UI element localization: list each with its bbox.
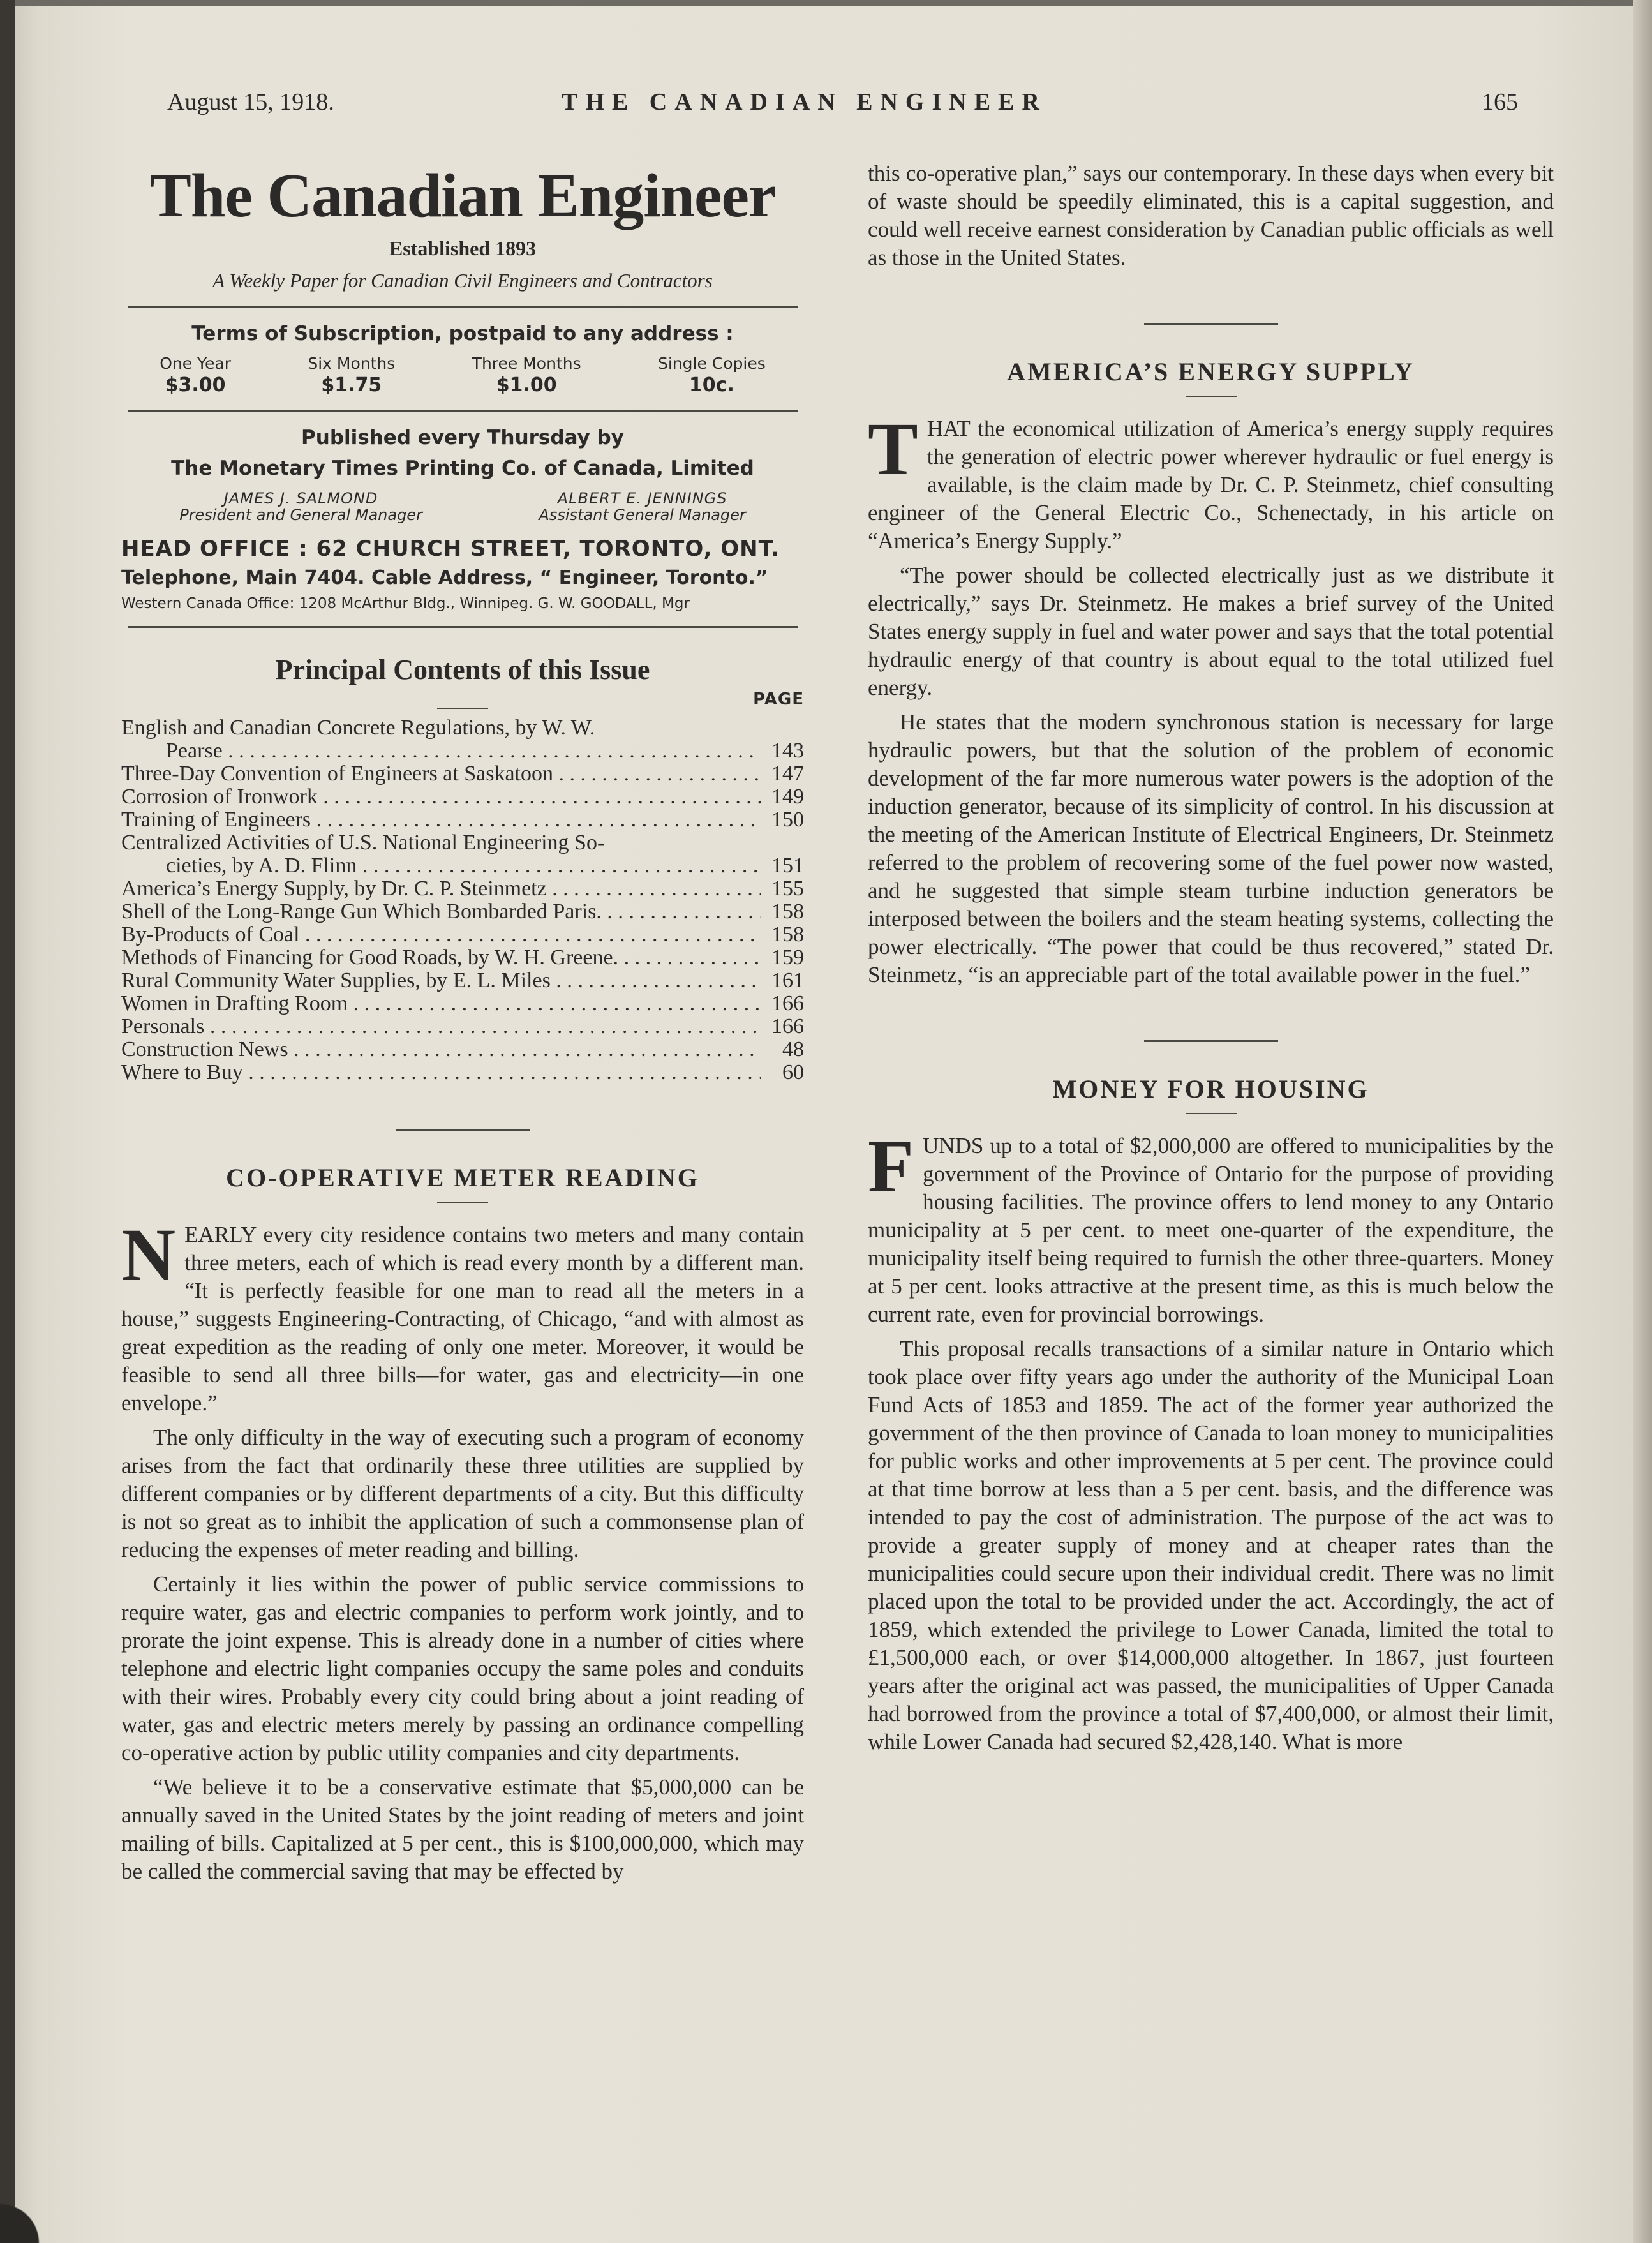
list-item xyxy=(121,717,804,740)
drop-cap: N xyxy=(121,1213,176,1297)
article-body xyxy=(868,1124,1554,1756)
paragraph-text: UNDS up to a total of $2,000,000 are offered to municipalities by the government of the Province of Ontario for the purpose of providing housing facilities. The province offers to lend money to any Ontario municipality at 5 per cent. to meet one-quarter of the expenditure, the municipality itself being required to furnish the other three-quarters. Money at 5 per cent. looks attractive at the present time, as this is much below the current rate, even for provincial borrowings. xyxy=(868,1133,1554,1327)
section-separator xyxy=(1144,1040,1278,1042)
list-item xyxy=(121,809,804,831)
journal-running-title: THE CANADIAN ENGINEER xyxy=(562,89,1047,116)
left-column xyxy=(121,160,804,1886)
paragraph xyxy=(121,1213,804,1417)
telephone-line: Telephone, Main 7404. Cable Address, “ Engineer, Toronto.” xyxy=(121,567,768,589)
officer-name: JAMES J. SALMOND xyxy=(223,489,378,507)
term-six-months xyxy=(308,354,395,396)
toc-title: Three-Day Convention of Engineers at Saskatoon . . . xyxy=(121,763,761,786)
list-item xyxy=(121,923,804,946)
toc-page: 158 xyxy=(771,923,804,946)
toc-title: Pearse . . . xyxy=(121,740,761,763)
paragraph xyxy=(868,1124,1554,1329)
article-heading: MONEY FOR HOUSING xyxy=(1052,1075,1369,1103)
section-separator xyxy=(1144,323,1278,325)
paragraph: He states that the modern synchronous station is necessary for large hydraulic powers, but that the solution of the problem of economic development of the far more numerous water powers is the adoption of the induction generator, because of its simplicity of control. In his discussion at the meeting of the American Institute of Electrical Engineers, Dr. Steinmetz referred to the problem of recovering some of the fuel power now wasted, and he suggested that simple steam turbine induction generators be interposed between the boilers and the steam heating systems, collecting the power electrically. “The power that could be thus recovered,” stated Dr. Steinmetz, “is an appreciable part of the total available power in the fuel.” xyxy=(868,710,1554,987)
contents-list xyxy=(121,717,804,1084)
list-item xyxy=(121,786,804,809)
short-rule xyxy=(1186,1113,1237,1114)
toc-title: Rural Community Water Supplies, by E. L. Miles . . . xyxy=(121,969,761,992)
article-body xyxy=(121,1213,804,1886)
toc-page: 150 xyxy=(771,808,804,831)
term-price: 10c. xyxy=(688,374,734,396)
masthead xyxy=(121,160,804,628)
toc-page: 166 xyxy=(771,1015,804,1038)
list-item xyxy=(121,969,804,992)
article-energy-supply xyxy=(868,357,1554,989)
page-corner-shadow xyxy=(0,2166,77,2243)
paragraph-continued: this co-operative plan,” says our contemporary. In these days when every bit of waste should be speedily eliminated, this is a capital suggestion, and could well receive earnest consideration by Canadian public officials as well as those in the United States. xyxy=(868,161,1554,270)
short-rule xyxy=(437,708,488,709)
list-item xyxy=(121,992,804,1015)
publisher-name: The Monetary Times Printing Co. of Canada, Limited xyxy=(171,457,754,480)
toc-title: English and Canadian Concrete Regulations, by W. W. xyxy=(121,717,595,740)
toc-title: America’s Energy Supply, by Dr. C. P. Steinmetz . . . xyxy=(121,877,761,900)
toc-title: Women in Drafting Room . . . xyxy=(121,992,761,1015)
established-line: Established 1893 xyxy=(389,237,537,260)
subscription-terms xyxy=(121,354,804,396)
officer-president xyxy=(179,490,422,523)
term-price: $3.00 xyxy=(165,374,226,396)
list-item xyxy=(121,763,804,786)
paragraph: “The power should be collected electrically just as we distribute it electrically,” says Dr. Steinmetz. He makes a brief survey of the United States energy supply in fuel and water power and says that the total potential hydraulic energy of that country is about equal to the total utilized fuel energy. xyxy=(868,563,1554,700)
list-item xyxy=(121,1015,804,1038)
list-item xyxy=(121,1061,804,1084)
toc-page: 159 xyxy=(771,946,804,969)
paragraph: The only difficulty in the way of executing such a program of economy arises from the fact that ordinarily these three utilities are supplied by different companies or by different departments of a city. But this difficulty is not so great as to inhibit the application of such a commonsense plan of reducing the expenses of meter reading and billing. xyxy=(121,1425,804,1562)
list-item xyxy=(121,831,804,854)
term-price: $1.75 xyxy=(321,374,382,396)
article-heading: CO-OPERATIVE METER READING xyxy=(226,1163,699,1192)
toc-title: Centralized Activities of U.S. National Engineering So- xyxy=(121,831,605,854)
binding-shadow xyxy=(0,0,15,2243)
list-item xyxy=(121,900,804,923)
short-rule xyxy=(1186,396,1237,397)
toc-page: 149 xyxy=(771,785,804,809)
toc-title: Training of Engineers . . . xyxy=(121,809,761,831)
article-money-housing xyxy=(868,1074,1554,1756)
divider xyxy=(128,306,798,308)
article-meter-reading xyxy=(121,1163,804,1886)
term-one-year xyxy=(160,354,231,396)
toc-title: Where to Buy . . . xyxy=(121,1061,761,1084)
list-item-continuation xyxy=(121,854,804,877)
head-office-address: HEAD OFFICE : 62 CHURCH STREET, TORONTO, ONT. xyxy=(121,536,780,562)
toc-page: 147 xyxy=(771,762,804,786)
paragraph-text: EARLY every city residence contains two meters and many contain three meters, each of which is read every month by a different man. “It is perfectly feasible for one man to read all the meters in a house,” suggests Engineering-Contracting, of Chicago, “and with almost as great expedition as the reading of only one meter. Moreover, it would be feasible to send all three bills—for water, gas and electricity—in one envelope.” xyxy=(121,1222,804,1415)
divider xyxy=(128,626,798,628)
term-three-months xyxy=(472,354,581,396)
toc-page: 161 xyxy=(771,969,804,992)
toc-title: cieties, by A. D. Flinn . . . xyxy=(121,854,761,877)
short-rule xyxy=(437,1202,488,1203)
contents-heading: Principal Contents of this Issue xyxy=(275,654,650,685)
paragraph xyxy=(868,407,1554,555)
toc-page: 158 xyxy=(771,900,804,923)
toc-title: Personals . . . xyxy=(121,1015,761,1038)
western-office-line: Western Canada Office: 1208 McArthur Bldg., Winnipeg. G. W. GOODALL, Mgr xyxy=(121,595,690,612)
toc-page: 48 xyxy=(782,1038,804,1061)
page-top-edge xyxy=(0,0,1652,6)
page-right-edge xyxy=(1633,0,1652,2243)
divider xyxy=(128,410,798,412)
article-heading: AMERICA’S ENERGY SUPPLY xyxy=(1007,357,1415,386)
list-item xyxy=(121,946,804,969)
term-label: One Year xyxy=(160,354,231,373)
right-column xyxy=(868,160,1554,1756)
published-line: Published every Thursday by xyxy=(301,426,624,449)
term-single-copies xyxy=(658,354,766,396)
toc-page: 60 xyxy=(782,1061,804,1084)
toc-title: Methods of Financing for Good Roads, by W. H. Greene. . . . xyxy=(121,946,761,969)
officers xyxy=(121,490,804,523)
drop-cap: F xyxy=(868,1124,914,1208)
paragraph: This proposal recalls transactions of a similar nature in Ontario which took place over fifty years ago under the authority of the Municipal Loan Fund Acts of 1853 and 1859. The act of the former year authorized the government of the then province of Canada to loan money to municipalities for public works and other improvements at 5 per cent. The province could at that time borrow at less than a 5 per cent. basis, and the difference was intended to pay the cost of administration. The purpose of the act was to provide a greater supply of money and at cheaper rates than the municipalities could secure upon their individual credit. There was no limit placed upon the total to be provided under the act. Accordingly, the act of 1859, which extended the privilege to Lower Canada, limited the total to £1,500,000 each, or over $14,000,000 altogether. In 1867, just fourteen years after the original act was passed, the municipalities of Upper Canada had borrowed from the province a total of $7,400,000, or almost their limit, while Lower Canada had secured $2,428,140. What is more xyxy=(868,1336,1554,1754)
paragraph: “We believe it to be a conservative estimate that $5,000,000 can be annually saved in the United States by the joint reading of meters and joint mailing of bills. Capitalized at 5 per cent., this is $100,000,000, which may be called the commercial saving that may be effected by xyxy=(121,1775,804,1884)
paragraph-text: HAT the economical utilization of America’s energy supply requires the generation of electric power wherever hydraulic or fuel energy is available, is the claim made by Dr. C. P. Steinmetz, chief consulting engineer of the General Electric Co., Schenectady, in his article on “America’s Energy Supply.” xyxy=(868,416,1554,553)
officer-assistant xyxy=(539,490,745,523)
drop-cap: T xyxy=(868,407,918,491)
officer-title: President and General Manager xyxy=(179,506,422,524)
section-separator xyxy=(396,1129,530,1131)
page-column-label: PAGE xyxy=(753,690,804,709)
toc-page: 143 xyxy=(771,739,804,763)
page-number: 165 xyxy=(1482,89,1518,116)
list-item xyxy=(121,877,804,900)
toc-page: 151 xyxy=(771,854,804,877)
paragraph: Certainly it lies within the power of public service commissions to require water, gas and electric companies to perform work jointly, and to prorate the joint expense. This is already done in a number of cities where telephone and electric light companies occupy the same poles and conduits with their wires. Probably every city could bring about a joint reading of water, gas and electric meters merely by passing an ordinance compelling co-operative action by public utility companies and city departments. xyxy=(121,1572,804,1765)
running-head xyxy=(0,83,1652,128)
term-price: $1.00 xyxy=(496,374,557,396)
list-item-continuation xyxy=(121,740,804,763)
officer-name: ALBERT E. JENNINGS xyxy=(557,489,727,507)
subscription-heading: Terms of Subscription, postpaid to any address : xyxy=(191,322,734,345)
list-item xyxy=(121,1038,804,1061)
masthead-title: The Canadian Engineer xyxy=(149,161,776,230)
toc-title: By-Products of Coal . . . xyxy=(121,923,761,946)
officer-title: Assistant General Manager xyxy=(539,506,746,524)
issue-date: August 15, 1918. xyxy=(167,89,334,116)
contents-section xyxy=(121,653,804,1084)
toc-page: 166 xyxy=(771,992,804,1015)
toc-title: Shell of the Long-Range Gun Which Bombarded Paris. . . . xyxy=(121,900,761,923)
toc-title: Construction News . . . xyxy=(121,1038,761,1061)
article-body xyxy=(868,407,1554,989)
tagline: A Weekly Paper for Canadian Civil Engineers and Contractors xyxy=(212,269,713,292)
toc-page: 155 xyxy=(771,877,804,900)
term-label: Single Copies xyxy=(657,354,766,373)
toc-title: Corrosion of Ironwork . . . xyxy=(121,786,761,809)
term-label: Six Months xyxy=(308,354,396,373)
term-label: Three Months xyxy=(472,354,581,373)
contents-subhead xyxy=(121,690,804,709)
